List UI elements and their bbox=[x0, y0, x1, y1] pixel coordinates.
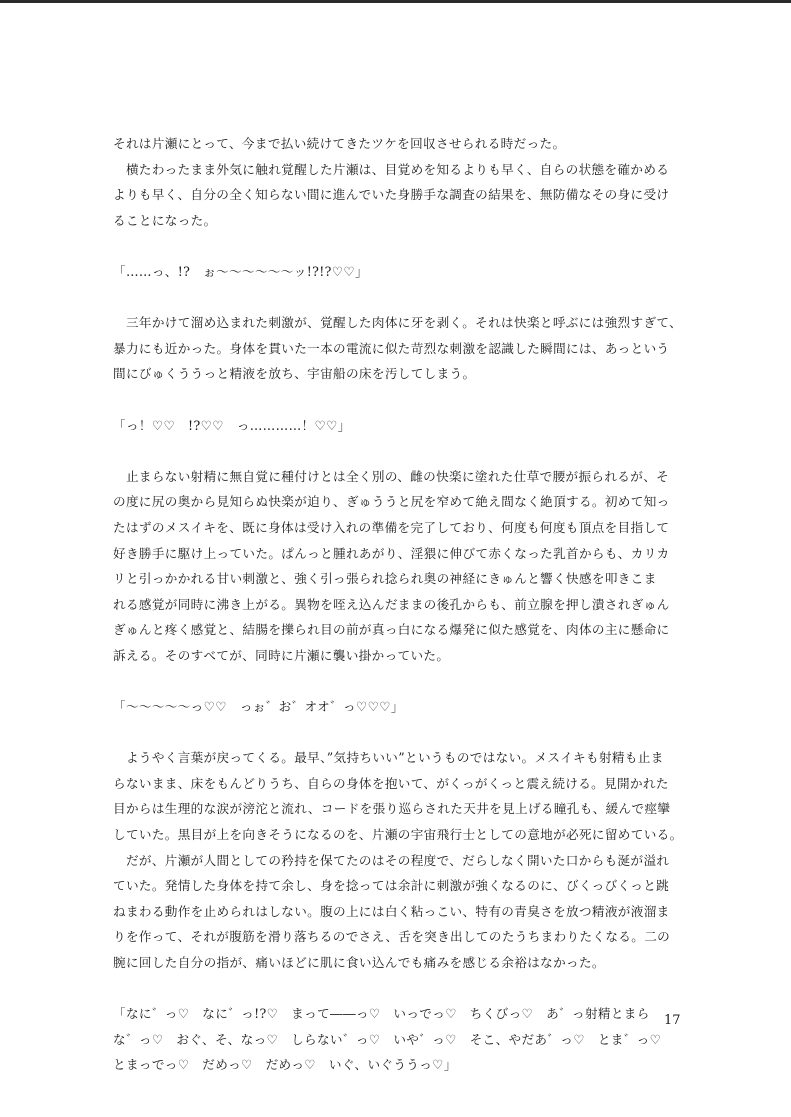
text-line: 好き勝手に駆け上っていた。ぱんっと腫れあがり、淫猥に伸びて赤くなった乳首からも、カリカ bbox=[113, 545, 670, 561]
text-line: ていた。発情した身体を持て余し、身を捻っては余計に刺激が強くなるのに、びくっびくっと跳 bbox=[113, 878, 670, 894]
text-line: ねまわる動作を止められはしない。腹の上には白く粘っこい、特有の青臭さを放つ精液が液溜ま bbox=[113, 903, 670, 919]
blank-line bbox=[113, 233, 685, 259]
dialogue-line: 「……っ、!? ぉ〜〜〜〜〜〜ッ!?!?♡♡」 bbox=[113, 263, 368, 279]
text-line: 腕に回した自分の指が、痛いほどに肌に食い込んでも痛みを感じる余裕はなかった。 bbox=[113, 955, 605, 970]
dialogue-line: 「っ！♡♡ !?♡♡ っ…………！♡♡」 bbox=[113, 417, 351, 433]
text-line: ぎゅんと疼く感覚と、結腸を擽られ目の前が真っ白になる爆発に似た感覚を、肉体の主に懸命に bbox=[113, 622, 670, 638]
text-line: 間にびゅくううっと精液を放ち、宇宙船の床を汚してしまう。 bbox=[113, 366, 476, 382]
text-line: だが、片瀬が人間としての矜持を保てたのはその程度で、だらしなく開いた口からも涎が溢れ bbox=[113, 852, 670, 868]
blank-line bbox=[113, 720, 685, 746]
text-line: たはずのメスイキを、既に身体は受け入れの準備を完了しており、何度も何度も頂点を目指して bbox=[113, 519, 670, 535]
top-border-rule bbox=[0, 0, 791, 3]
blank-line bbox=[113, 438, 685, 464]
text-line: 三年かけて溜め込まれた刺激が、覚醒した肉体に牙を剥く。それは快楽と呼ぶには強烈すぎて、 bbox=[113, 315, 683, 331]
dialogue-line: 「なに゛っ♡ なに゛っ!?♡ まって――っ♡ いっでっ♡ ちくびっ♡ あ゛っ射精とまら bbox=[113, 1006, 650, 1022]
text-line: 目からは生理的な涙が滂沱と流れ、コードを張り巡らされた天井を見上げる瞳孔も、緩んで痙攣 bbox=[113, 801, 671, 817]
blank-line bbox=[113, 668, 685, 694]
blank-line bbox=[113, 285, 685, 311]
text-line: の度に尻の奥から見知らぬ快楽が迫り、ぎゅううと尻を窄めて絶え間なく絶頂する。初めて知っ bbox=[113, 494, 670, 510]
text-line: 横たわったまま外気に触れ覚醒した片瀬は、目覚めを知るよりも早く、自らの状態を確かめる bbox=[113, 161, 670, 177]
body-text bbox=[113, 131, 685, 1078]
blank-line bbox=[113, 976, 685, 1002]
text-line: 暴力にも近かった。身体を貫いた一本の電流に似た苛烈な刺激を認識した瞬間には、あっという bbox=[113, 340, 670, 356]
dialogue-line: な゛っ♡ おぐ、そ、なっ♡ しらない゛っ♡ いや゛っ♡ そこ、やだあ゛っ♡ とま゛っ♡ bbox=[113, 1031, 662, 1047]
page-number: 17 bbox=[664, 1013, 681, 1028]
text-line: りを作って、それが腹筋を滑り落ちるのでさえ、舌を突き出してのたうちまわりたくなる。二の bbox=[113, 929, 671, 945]
dialogue-line: とまっでっ♡ だめっ♡ だめっ♡ いぐ、いぐううっ♡」 bbox=[113, 1057, 457, 1073]
text-line: らないまま、床をもんどりうち、自らの身体を抱いて、がくっがくっと震え続ける。見開かれた bbox=[113, 775, 669, 791]
text-line: 訴える。そのすべてが、同時に片瀬に襲い掛かっていた。 bbox=[113, 647, 450, 663]
text-line: ることになった。 bbox=[113, 212, 217, 228]
text-line: していた。黒目が上を向きそうになるのを、片瀬の宇宙飛行士としての意地が必死に留めている。 bbox=[113, 827, 683, 843]
dialogue-line: 「〜〜〜〜〜っ♡♡ っぉ゛お゛オオ゛っ♡♡♡」 bbox=[113, 699, 404, 715]
text-line: それは片瀬にとって、今まで払い続けてきたツケを回収させられる時だった。 bbox=[113, 136, 566, 151]
text-line: れる感覚が同時に沸き上がる。異物を咥え込んだままの後孔からも、前立腺を押し潰されぎゅん bbox=[113, 596, 670, 612]
text-line: ようやく言葉が戻ってくる。最早、”気持ちいい”というものではない。メスイキも射精も止ま bbox=[113, 750, 664, 766]
text-line: リと引っかかれる甘い刺激と、強く引っ張られ捻られ奥の神経にきゅんと響く快感を叩きこま bbox=[113, 571, 657, 587]
text-line: よりも早く、自分の全く知らない間に進んでいた身勝手な調査の結果を、無防備なその身に受け bbox=[113, 187, 670, 203]
text-line: 止まらない射精に無自覚に種付けとは全く別の、雌の快楽に塗れた仕草で腰が振られるが、そ bbox=[113, 468, 670, 484]
blank-line bbox=[113, 387, 685, 413]
